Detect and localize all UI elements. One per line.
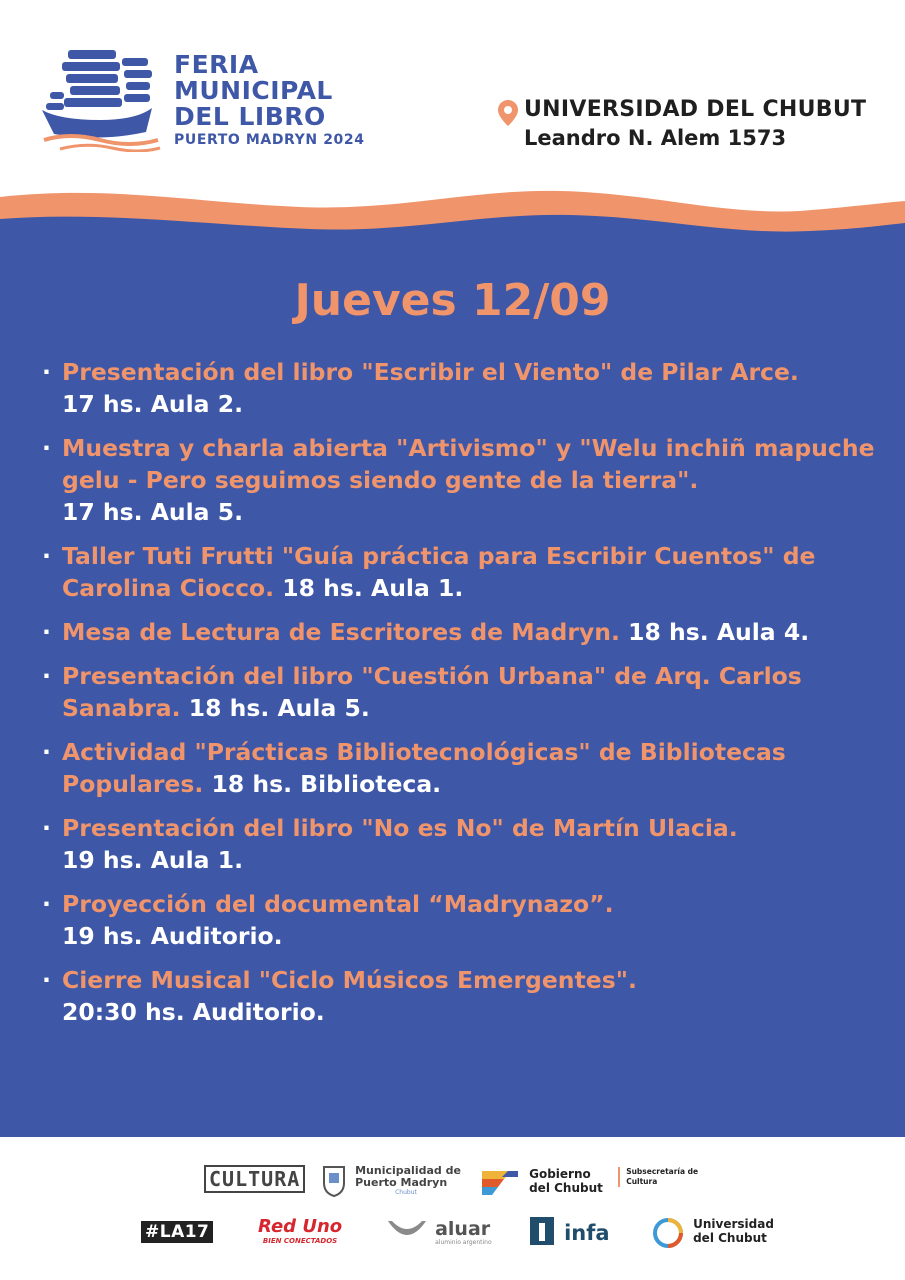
event-item <box>42 356 892 420</box>
bullet-icon: · <box>42 434 51 462</box>
bullet-icon: · <box>42 662 51 690</box>
event-title: Taller Tuti Frutti "Guía práctica para Escribir Cuentos" de Carolina Ciocco. <box>62 542 816 602</box>
event-title: Proyección del documental “Madrynazo”. <box>62 890 614 918</box>
sponsors-footer <box>0 1137 905 1280</box>
event-title: Mesa de Lectura de Escritores de Madryn. <box>62 618 620 646</box>
gobierno-chubut-sub: Subsecretaría de Cultura <box>626 1167 699 1186</box>
logo-line-del-libro: DEL LIBRO <box>174 102 326 131</box>
red-uno-logo-text: Red Uno <box>258 1216 343 1237</box>
bullet-icon: · <box>42 890 51 918</box>
event-item <box>42 888 892 952</box>
event-title: Presentación del libro "Escribir el Viento" de Pilar Arce. <box>62 358 799 386</box>
logo-line-municipal: MUNICIPAL <box>174 76 333 105</box>
event-time-location: 19 hs. Aula 1. <box>62 846 244 874</box>
universidad-ring-icon <box>652 1217 684 1249</box>
event-time-location: 18 hs. Aula 5. <box>188 694 370 722</box>
logo-line-feria: FERIA <box>174 50 259 79</box>
event-time-location: 19 hs. Auditorio. <box>62 922 283 950</box>
cultura-logo <box>204 1167 305 1191</box>
municipal-shield-icon <box>322 1165 346 1197</box>
event-title: Presentación del libro "Cuestión Urbana" de Arq. Carlos Sanabra. <box>62 662 802 722</box>
gobierno-chubut-text: Gobierno del Chubut <box>529 1167 603 1195</box>
bullet-icon: · <box>42 814 51 842</box>
municipalidad-logo-text: Municipalidad de Puerto Madryn <box>355 1164 461 1189</box>
aluar-logo <box>386 1219 492 1246</box>
bullet-icon: · <box>42 738 51 766</box>
red-uno-logo-sub: BIEN CONECTADOS <box>262 1237 338 1245</box>
wave-divider <box>0 185 905 245</box>
event-title: Actividad "Prácticas Bibliotecnológicas" de Bibliotecas Populares. <box>62 738 786 798</box>
universidad-chubut-text: Universidad del Chubut <box>693 1217 774 1245</box>
event-time-location: 17 hs. Aula 2. <box>62 390 244 418</box>
event-title: Cierre Musical "Ciclo Músicos Emergentes". <box>62 966 637 994</box>
day-title: Jueves 12/09 <box>294 275 611 326</box>
venue-name: UNIVERSIDAD DEL CHUBUT <box>524 97 867 122</box>
event-title: Presentación del libro "No es No" de Martín Ulacia. <box>62 814 738 842</box>
fair-logo-text <box>174 52 365 150</box>
bullet-icon: · <box>42 966 51 994</box>
infa-logo-text: infa <box>564 1221 610 1245</box>
municipalidad-logo-sub: Chubut <box>395 1189 417 1196</box>
event-item <box>42 660 892 724</box>
event-item <box>42 616 892 648</box>
event-time-location: 20:30 hs. Auditorio. <box>62 998 325 1026</box>
red-uno-logo <box>258 1217 342 1245</box>
chubut-flag-icon <box>482 1167 518 1195</box>
infa-logo <box>528 1215 610 1247</box>
logo-line-city-year: PUERTO MADRYN 2024 <box>174 132 365 148</box>
la17-logo <box>141 1221 213 1243</box>
infa-mark-icon <box>528 1215 556 1247</box>
event-item <box>42 812 892 876</box>
events-list <box>42 356 892 1040</box>
ship-book-icon <box>40 48 162 152</box>
event-time-location: 18 hs. Biblioteca. <box>211 770 442 798</box>
event-time-location: 18 hs. Aula 1. <box>282 574 464 602</box>
cultura-logo-text: CULTURA <box>204 1165 305 1193</box>
event-time-location: 17 hs. Aula 5. <box>62 498 244 526</box>
aluar-logo-text: aluar <box>435 1218 491 1240</box>
bullet-icon: · <box>42 542 51 570</box>
universidad-chubut-logo <box>652 1217 775 1249</box>
event-item <box>42 540 892 604</box>
location-pin-icon <box>498 100 518 126</box>
event-item <box>42 964 892 1028</box>
aluar-swoosh-icon <box>386 1219 428 1241</box>
la17-logo-text: #LA17 <box>141 1221 213 1243</box>
event-title: Muestra y charla abierta "Artivismo" y "Welu inchiñ mapuche gelu - Pero seguimos siendo gente de la tierra". <box>62 434 875 494</box>
aluar-logo-sub: aluminio argentino <box>435 1239 492 1246</box>
event-item <box>42 432 892 528</box>
event-time-location: 18 hs. Aula 4. <box>628 618 810 646</box>
bullet-icon: · <box>42 358 51 386</box>
bullet-icon: · <box>42 618 51 646</box>
gobierno-chubut-logo <box>482 1167 700 1195</box>
municipalidad-logo <box>322 1165 473 1197</box>
event-item <box>42 736 892 800</box>
venue-address: Leandro N. Alem 1573 <box>524 126 787 150</box>
